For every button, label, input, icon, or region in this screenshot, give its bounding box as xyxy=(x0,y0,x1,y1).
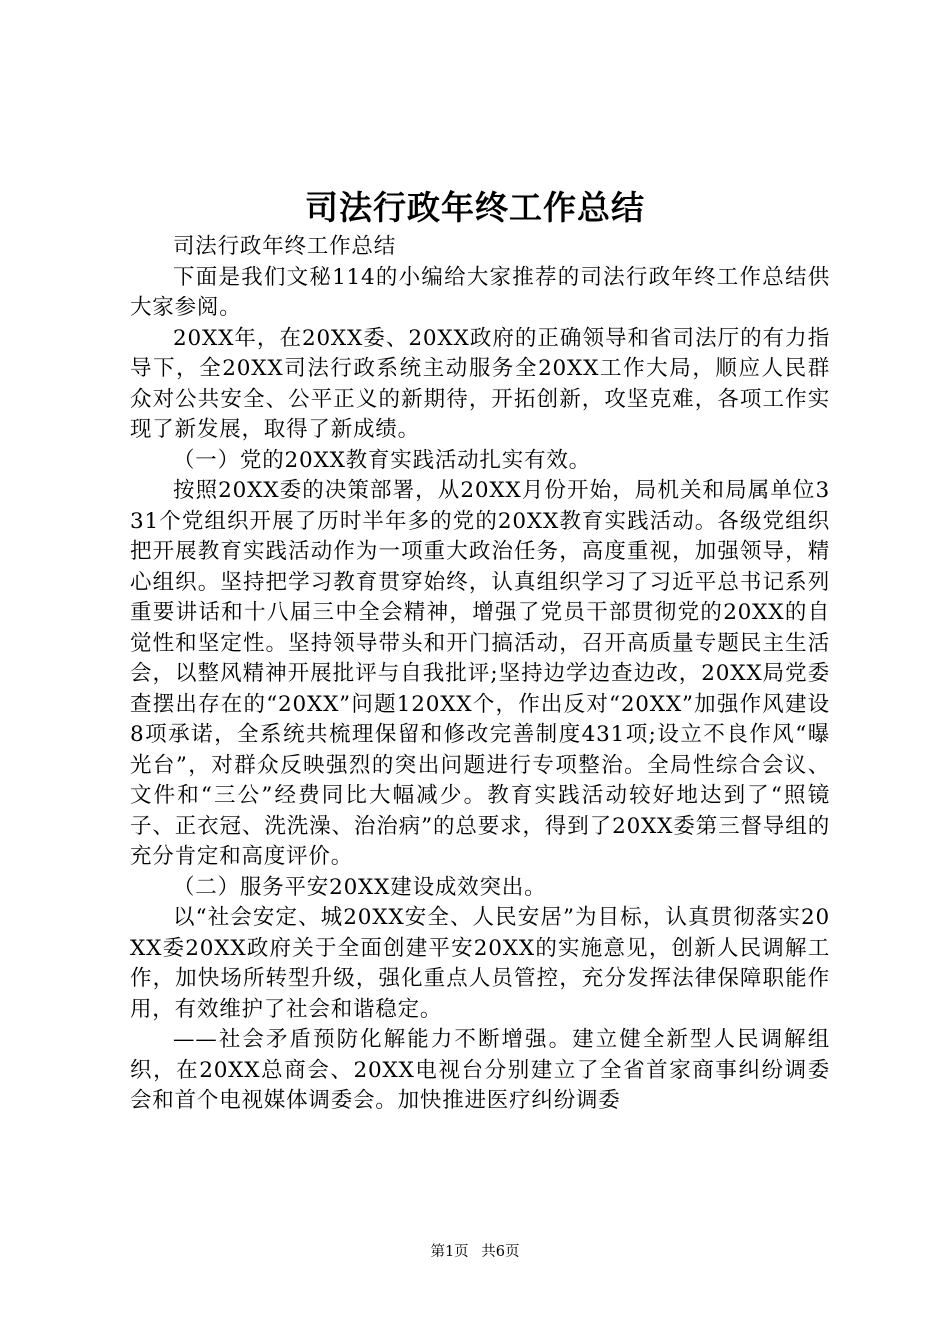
section-heading: （一）党的20XX教育实践活动扎实有效。 xyxy=(173,447,591,473)
page-footer xyxy=(0,1242,950,1262)
paragraph: 以“社会安定、城20XX安全、人民安居”为目标，认真贯彻落实20XX委20XX政府关于全面创建平安20XX的实施意见，创新人民调解工作，加快场所转型升级，强化重点人员管控，充分发挥法律保障职能作用，有效维护了社会和谐稳定。 xyxy=(130,905,830,1022)
page-total: 共6页 xyxy=(481,1244,520,1260)
section-heading: （二）服务平安20XX建设成效突出。 xyxy=(173,874,547,900)
paragraph: 下面是我们文秘114的小编给大家推荐的司法行政年终工作总结供大家参阅。 xyxy=(130,264,830,320)
paragraph: 司法行政年终工作总结 xyxy=(173,234,397,259)
page-number: 第1页 xyxy=(430,1244,469,1260)
document-body xyxy=(130,232,830,1117)
paragraph: ——社会矛盾预防化解能力不断增强。建立健全新型人民调解组织，在20XX总商会、20XX电视台分别建立了全省首家商事纠纷调委会和首个电视媒体调委会。加快推进医疗纠纷调委 xyxy=(130,1027,830,1113)
paragraph: 20XX年，在20XX委、20XX政府的正确领导和省司法厅的有力指导下，全20XX司法行政系统主动服务全20XX工作大局，顺应人民群众对公共安全、公平正义的新期待，开拓创新，攻坚克难，各项工作实现了新发展，取得了新成绩。 xyxy=(130,325,830,442)
paragraph: 按照20XX委的决策部署，从20XX月份开始，局机关和局属单位331个党组织开展了历时半年多的党的20XX教育实践活动。各级党组织把开展教育实践活动作为一项重大政治任务，高度重视，加强领导，精心组织。坚持把学习教育贯穿始终，认真组织学习了习近平总书记系列重要讲话和十八届三中全会精神，增强了党员干部贯彻党的20XX的自觉性和坚定性。坚持领导带头和开门搞活动，召开高质量专题民主生活会，以整风精神开展批评与自我批评;坚持边学边查边改，20XX局党委查摆出存在的“20XX”问题120XX个，作出反对“20XX”加强作风建设8项承诺，全系统共梳理保留和修改完善制度431项;设立不良作风“曝光台”，对群众反映强烈的突出问题进行专项整治。全局性综合会议、文件和“三公”经费同比大幅减少。教育实践活动较好地达到了“照镜子、正衣冠、洗洗澡、治治病”的总要求，得到了20XX委第三督导组的充分肯定和高度评价。 xyxy=(130,478,830,869)
document-title: 司法行政年终工作总结 xyxy=(305,188,645,227)
